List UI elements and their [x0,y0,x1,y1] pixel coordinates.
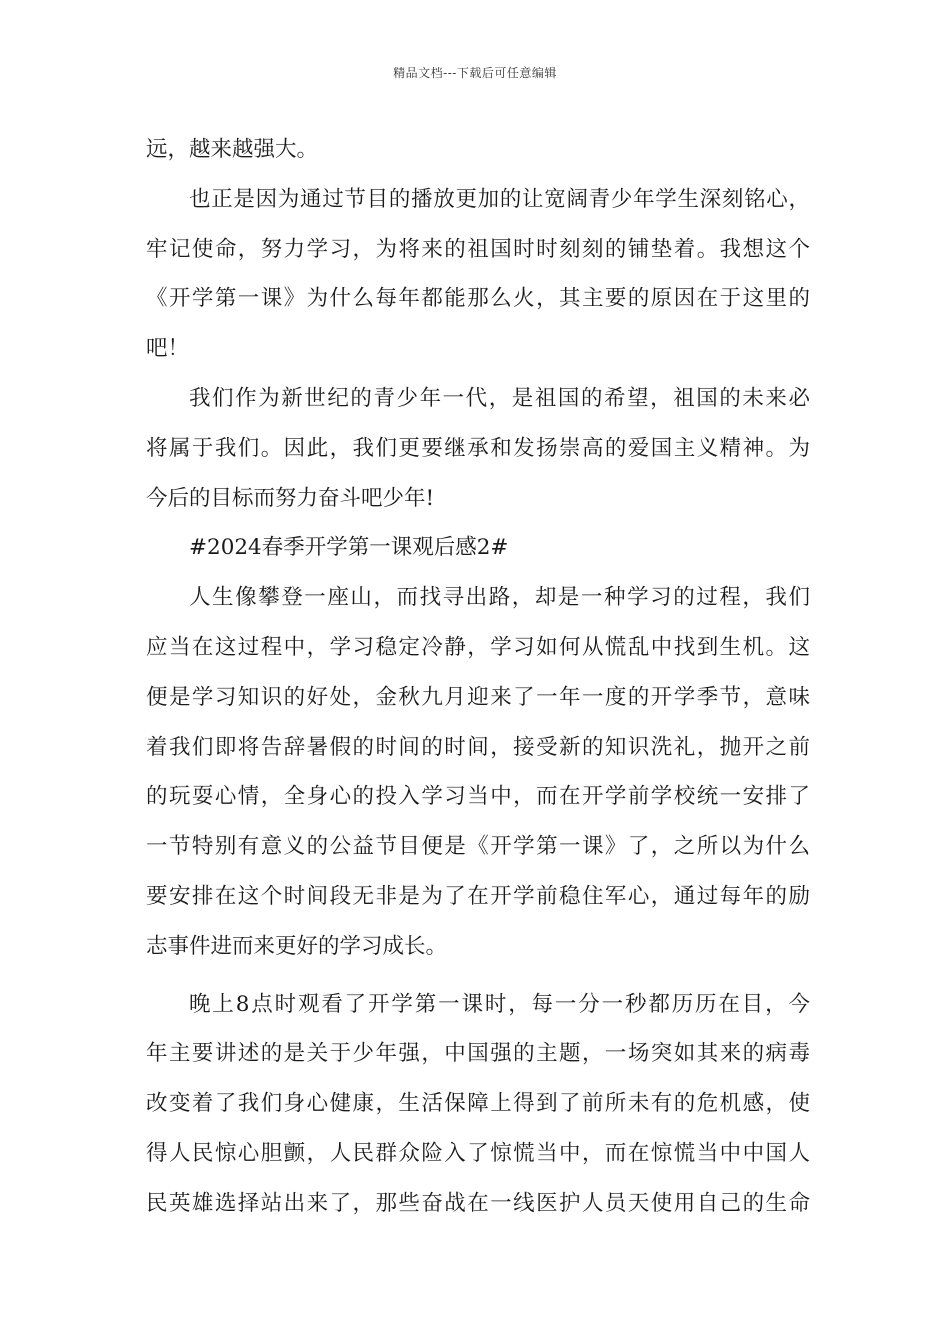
text-line: 民英雄选择站出来了，那些奋战在一线医护人员天使用自己的生命 [146,1190,810,1216]
text-line: 便是学习知识的好处，金秋九月迎来了一年一度的开学季节，意味 [146,684,810,710]
paragraph [146,175,810,374]
section-heading [146,523,810,573]
text-line: 将属于我们。因此，我们更要继承和发扬崇高的爱国主义精神。为 [146,435,810,461]
text-line: 的玩耍心情，全身心的投入学习当中，而在开学前学校统一安排了 [146,784,810,810]
text-line: 牢记使命，努力学习，为将来的祖国时时刻刻的铺垫着。我想这个 [146,236,810,262]
text-line: #2024春季开学第一课观后感2# [189,535,509,561]
text-line: 要安排在这个时间段无非是为了在开学前稳住军心，通过每年的励 [146,883,810,909]
text-line: 远，越来越强大。 [146,137,319,162]
text-line: 《开学第一课》为什么每年都能那么火，其主要的原因在于这里的 [146,286,810,312]
text-line: 志事件进而来更好的学习成长。 [146,933,448,959]
text-line: 吧！ [146,336,190,362]
text-line: 得人民惊心胆颤，人民群众险入了惊慌当中，而在惊慌当中中国人 [146,1140,810,1166]
paragraph [146,573,810,971]
text-line: 人生像攀登一座山，而找寻出路，却是一种学习的过程，我们 [189,585,810,611]
text-line: 应当在这过程中，学习稳定冷静，学习如何从慌乱中找到生机。这 [146,634,810,660]
document-body [146,125,810,1229]
text-line: 也正是因为通过节目的播放更加的让宽阔青少年学生深刻铭心， [189,186,810,212]
text-line: 晚上8点时观看了开学第一课时，每一分一秒都历历在目，今 [189,991,810,1017]
page-header: 精品文档---下载后可任意编辑 [393,66,557,80]
text-line: 一节特别有意义的公益节目便是《开学第一课》了，之所以为什么 [146,834,810,860]
text-line: 改变着了我们身心健康，生活保障上得到了前所未有的危机感，使 [146,1091,810,1117]
paragraph-gap [146,972,810,980]
paragraph [146,374,810,523]
paragraph [146,980,810,1229]
text-line: 年主要讲述的是关于少年强，中国强的主题，一场突如其来的病毒 [146,1041,810,1067]
text-line: 我们作为新世纪的青少年一代，是祖国的希望，祖国的未来必 [189,385,810,411]
text-line: 着我们即将告辞暑假的时间的时间，接受新的知识洗礼，抛开之前 [146,734,810,760]
text-line: 今后的目标而努力奋斗吧少年! [146,485,435,511]
paragraph [146,125,810,175]
